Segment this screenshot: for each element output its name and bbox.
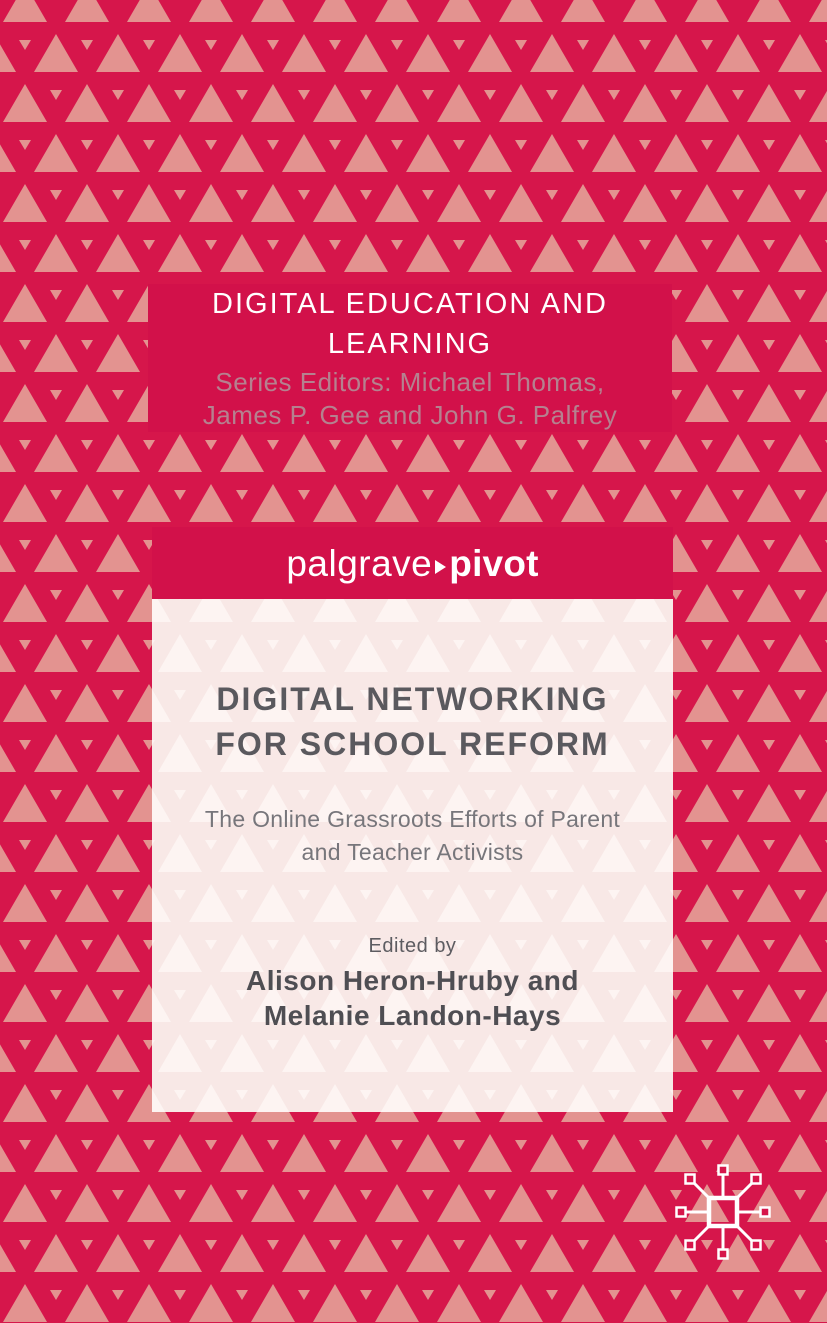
book-editors-line: Alison Heron-Hruby and — [245, 965, 579, 996]
series-title-line: DIGITAL EDUCATION AND — [212, 288, 608, 320]
book-title — [215, 677, 609, 767]
series-editors-line: James P. Gee and John G. Palfrey — [202, 400, 618, 430]
series-editors-line: Series Editors: Michael Thomas, — [215, 367, 605, 397]
publisher-name-light: palgrave — [286, 542, 433, 584]
book-editors-line: Melanie Landon-Hays — [263, 1000, 562, 1031]
book-editors — [246, 963, 579, 1033]
series-title — [212, 284, 608, 364]
publisher-name-bold: pivot — [449, 542, 539, 584]
series-title-line: LEARNING — [327, 328, 493, 360]
book-subtitle-line: The Online Grassroots Efforts of Parent — [204, 806, 621, 832]
series-panel — [148, 284, 672, 432]
edited-by-label: Edited by — [368, 935, 457, 957]
title-card — [152, 599, 673, 1112]
arrow-right-icon — [435, 560, 446, 574]
book-title-line: FOR SCHOOL REFORM — [215, 726, 610, 762]
book-subtitle-line: and Teacher Activists — [301, 839, 524, 865]
series-editors — [203, 366, 617, 432]
publisher-logo — [286, 542, 539, 584]
book-title-line: DIGITAL NETWORKING — [216, 681, 609, 717]
publisher-logo-panel — [152, 527, 673, 599]
book-subtitle — [205, 803, 620, 869]
